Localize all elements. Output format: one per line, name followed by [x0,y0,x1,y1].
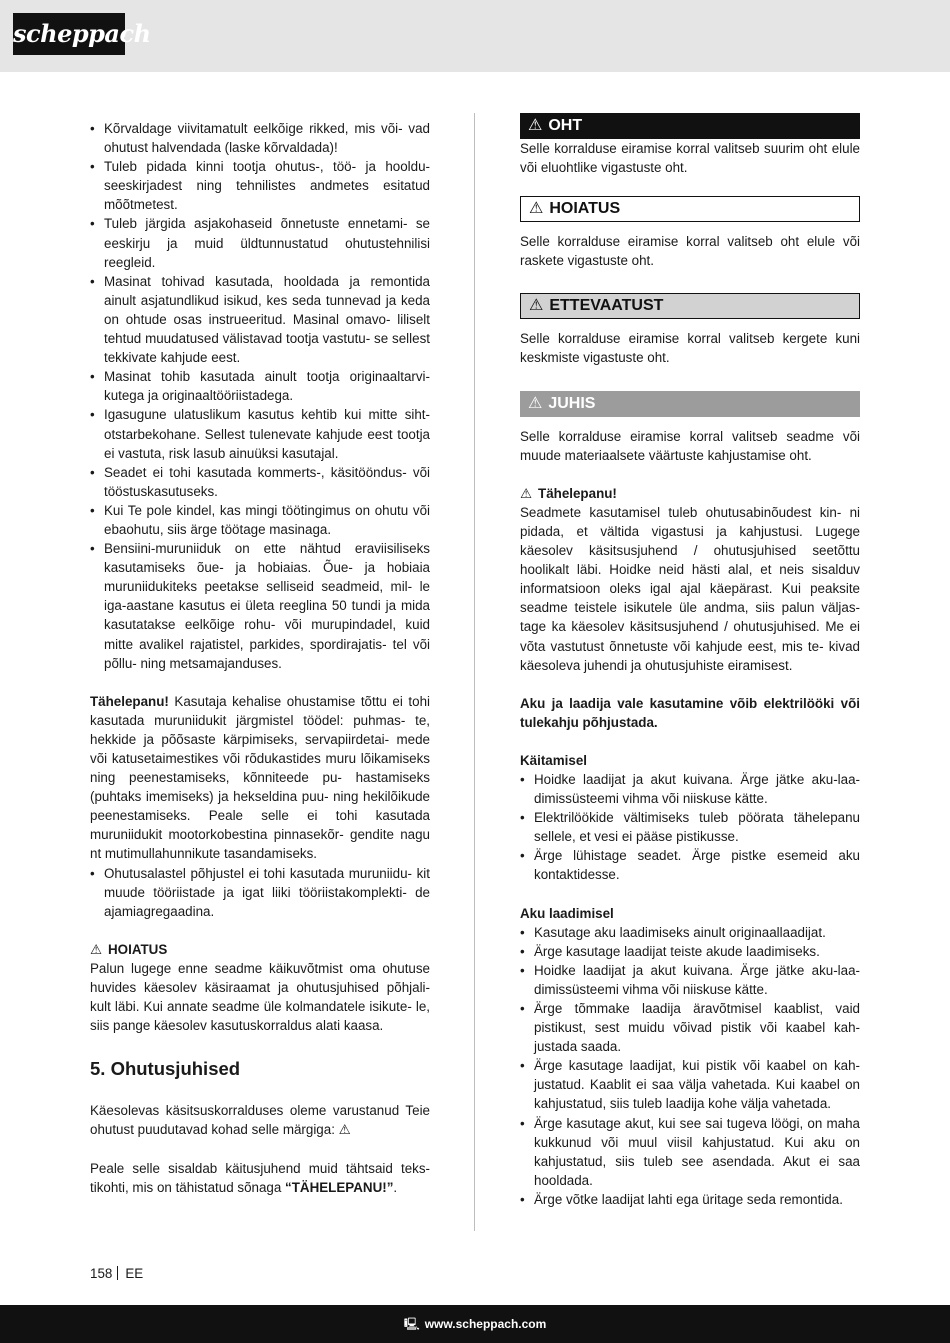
safety-bullets-2 [90,864,430,921]
list-item: • Bensiini-muruniiduk on ette nähtud eraviisiliseks kasutamiseks õue- ja hobiaias. Õue- ja hobiaia muruniidukiteks peetakse selliseid seadmeid, mil- le iga-aastane kasutus ei ületa reeglina 50 tundi ja mida kasutatakse eelkõige rohu- või murupindadel, kuid mitte avalikel rajatistel, parkides, spordirajatis- tel või põllu- ning metsamajanduses. [90,539,430,673]
header-band [0,0,950,72]
charging-list [520,923,860,1209]
page-number: 158 [90,1266,113,1281]
charging-heading: Aku laadimisel [520,905,614,921]
footer-separator [117,1266,118,1280]
list-item: • Masinat tohib kasutada ainult tootja originaaltarvi- kutega ja originaaltööriistadega. [90,367,430,405]
warning-text: Palun lugege enne seadme käikuvõtmist oma ohutuse huvides käesolev käsiraamat ja ohutusjuhised põhjali- kult läbi. Kui annate seadme üle kolmandatele isikute- le, siis pange käesolev kasutuskorraldus alati kaasa. [90,960,430,1034]
misuse-warning: Aku ja laadija vale kasutamine võib elektrilööki või tulekahju põhjustada. [520,695,860,730]
list-item: • Ärge kasutage laadijat teiste akude laadimiseks. [520,942,860,961]
footer-band [0,1305,950,1343]
list-item: • Ärge kasutage laadijat, kui pistik või kaabel on kah- justatud. Kaablit ei saa välja vahetada. Kui kaabel on kahjustatud, siis tuleb laadija kohe välja vahetada. [520,1056,860,1113]
list-item: • Tuleb järgida asjakohaseid õnnetuste ennetami- se eeskirju ja muid üldtunnustatud ohutustehnilisi reegleid. [90,214,430,271]
attention-label: Tähelepanu! [90,693,169,709]
safety-bullets-1 [90,119,430,673]
warning-triangle-icon: ⚠ [90,941,103,957]
scheppach-logo: scheppach [13,13,125,55]
list-item: • Ohutusalastel põhjustel ei tohi kasutada muruniidu- kit muude tööriistade ja igat liiki tööriistakomplekti- de ajamiagregaadina. [90,864,430,921]
warning-triangle-icon: ⚠ [528,394,543,412]
list-item: • Hoidke laadijat ja akut kuivana. Ärge jätke aku-laa- dimissüsteemi vihma või niiskuse kätte. [520,770,860,808]
list-item: • Kasutage aku laadimiseks ainult originaallaadijat. [520,923,860,942]
monitor-icon: 🖳 [403,1317,420,1331]
column-divider [474,113,475,1231]
warning-signal: ⚠ HOIATUS [520,196,860,222]
list-item: • Kõrvaldage viivitamatult eelkõige rikked, mis või- vad ohutust halvendada (laske kõrvaldada)! [90,119,430,157]
intro-text-2: Peale selle sisaldab käitusjuhend muid tähtsaid teks- tikohti, mis on tähistatud sõnaga “TÄHELEPANU!”. [90,1160,430,1195]
caution-text: Selle korralduse eiramise korral valitseb kergete kuni keskmiste vigastuste oht. [520,331,860,366]
list-item: • Kui Te pole kindel, kas mingi töötingimus on ohutu või ebaohutu, siis ärge töötage masinaga. [90,501,430,539]
warning-triangle-icon: ⚠ [520,485,533,501]
note-signal: ⚠ JUHIS [520,391,860,417]
list-item: • Hoidke laadijat ja akut kuivana. Ärge jätke aku-laa- dimissüsteemi vihma või niiskuse kätte. [520,961,860,999]
danger-text: Selle korralduse eiramise korral valitseb suurim oht elule või eluohtlike vigastuste oht. [520,141,860,176]
list-item: • Ärge lühistage seadet. Ärge pistke esemeid aku kontaktidesse. [520,846,860,884]
caution-signal: ⚠ ETTEVAATUST [520,293,860,319]
danger-signal: ⚠ OHT [520,113,860,139]
operation-list [520,770,860,885]
attention-text: Kasutaja kehalise ohustamise tõttu ei tohi kasutada muruniidukit järgmistel töödel: puhmas- te, hekkide ja põõsaste kärpimiseks, servapiirdetai- mede või katusetaimestikes või rõdukastides muru lõikamiseks ning peenestamiseks, kõnniteede pu- hastamiseks (puhtaks imemiseks) ja hekseldina puu- ning hekilõikude peenestamiseks. Peale selle ei tohi kasutada muruniidukit mootorkobestina pinnasekõr- gendite nagu nt mutimullahunnikute tasandamiseks. [90,693,430,862]
intro-text: Käesolevas käsitsuskorralduses oleme varustanud Teie ohutust puudutavad kohad selle märgiga: ⚠ [90,1103,430,1138]
list-item: • Ärge tõmmake laadija äravõtmisel kaablist, vaid pistikust, sest muidu võivad pistik või kaabel kah- justada saada. [520,999,860,1056]
left-column [90,119,430,1197]
page-footer [90,1265,143,1283]
list-item: • Ärge võtke laadijat lahti ega üritage seda remontida. [520,1190,860,1209]
list-item: • Ärge kasutage akut, kui see sai tugeva löögi, on maha kukkunud või muul viisil kahjustatud. Kui aku on kahjustatud, siis tuleb see asendada. Akut ei saa hooldada. [520,1114,860,1190]
section-title: 5. Ohutusjuhised [90,1058,241,1080]
warning-text: Selle korralduse eiramise korral valitseb oht elule või raskete vigastuste oht. [520,234,860,269]
list-item: • Masinat tohivad kasutada, hooldada ja remontida ainult asjatundlikud isikud, kes seda tunnevad ja keda on ohtude osas instrueeritud. Masinal omavo- liliselt tehtud muudatused välistavad tootja vastutu- se sellest tekkivate kahjude eest. [90,272,430,367]
list-item: • Tuleb pidada kinni tootja ohutus-, töö- ja hooldu- seeskirjadest ning tehnilistes andmetes esitatud mõõtmetest. [90,157,430,214]
warning-triangle-icon: ⚠ [529,200,544,218]
operation-heading: Käitamisel [520,752,587,768]
right-column [520,113,860,1209]
attention-paragraph [90,692,430,864]
list-item: • Seadet ei tohi kasutada kommerts-, käsitööndus- või tööstuskasutuseks. [90,463,430,501]
website-link[interactable]: www.scheppach.com [424,1317,547,1331]
warning-triangle-icon: ⚠ [528,117,543,134]
warning-triangle-icon: ⚠ [529,297,544,315]
language-code: EE [125,1266,144,1281]
attention-text: Seadmete kasutamisel tuleb ohutusabinõudest kin- ni pidada, et vältida vigastusi ja kahjustusi. Lugege käesolev käsitsusjuhend / ohutusjuhised seetõttu hoolikalt läbi. Hoidke neid hästi alal, et neis sisalduv informatsioon oleks igal ajal käepärast. Kui peaksite seadme teistele isikutele üle andma, siis palun väljas- tage ka käesolev käsitsusjuhend / ohutusjuhised. Me ei võta vastutust õnnetuste või kahjude eest, mis te- kivad käesoleva juhendi ja ohutusjuhiste eiramisest. [520,504,860,673]
list-item: • Igasugune ulatuslikum kasutus kehtib kui mitte siht- otstarbekohane. Sellest tulenevate kahjude eest tootja ei vastuta, risk lasub ainuüksi kasutajal. [90,405,430,462]
list-item: • Elektrilöökide vältimiseks tuleb pöörata tähelepanu sellele, et vesi ei pääse pistikusse. [520,808,860,846]
attention-heading: ⚠ Tähelepanu! [520,484,860,503]
note-text: Selle korralduse eiramise korral valitseb seadme või muude materiaalsete väärtuste kahjustamise oht. [520,428,860,463]
warning-heading: ⚠ HOIATUS [90,940,430,959]
